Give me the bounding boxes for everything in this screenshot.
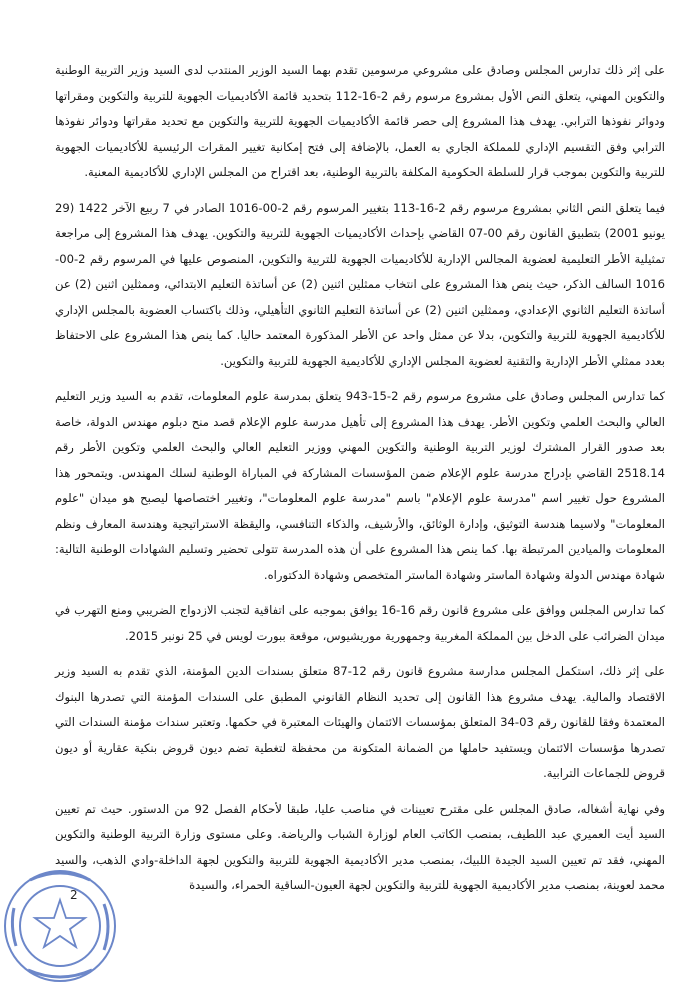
ministry-stamp: [0, 858, 120, 993]
paragraph-2: فيما يتعلق النص الثاني بمشروع مرسوم رقم 2-16-113 بتغيير المرسوم رقم 2-00-1016 الصادر في 7 ربيع الآخر 1422 (29 يونيو 2001) بتطبيق القانون رقم 00-07 القاضي بإحداث الأكاديميات الجهوية للتربية والتكوين. يهدف هذا المشروع إلى مراجعة تمثيلية الأطر التعليمية لعضوية المجالس الإدارية للأكاديميات الجهوية للتربية والتكوين، المنصوص عليها في المرسوم رقم 2-00-1016 السالف الذكر، حيث ينص هذا المشروع على انتخاب ممثلين اثنين (2) عن أساتذة التعليم الابتدائي، وممثلين اثنين (2) عن أساتذة التعليم الثانوي الإعدادي، وممثلين اثنين (2) عن أساتذة التعليم الثانوي التأهيلي، وذلك باكتساب العضوية بالمجلس الإداري للأكاديمية الجهوية للتربية والتكوين، بدلا عن ممثل واحد عن الأطر المذكورة المعتمد حاليا. كما ينص هذا المشروع على الاحتفاظ بعدد ممثلي الأطر الإدارية والتقنية لعضوية المجلس الإداري للأكاديمية الجهوية للتربية والتكوين.: [55, 200, 666, 368]
stamp-seal-icon: [0, 858, 120, 993]
paragraph-1: على إثر ذلك تدارس المجلس وصادق على مشروعي مرسومين تقدم بهما السيد الوزير المنتدب لدى السيد وزير التربية الوطنية والتكوين المهني، يتعلق النص الأول بمشروع مرسوم رقم 2-16-112 بتحديد قائمة الأكاديميات الجهوية للتربية والتكوين ومقراتها ودوائر نفوذها الترابي. يهدف هذا المشروع إلى حصر قائمة الأكاديميات الجهوية للتربية والتكوين مع تحديد مقراتها ودوائر نفوذها الترابي وفق التقسيم الإداري للمملكة الجاري به العمل، بالإضافة إلى فتح إمكانية تغيير المقرات الرئيسية للأكاديميات الجهوية للتربية والتكوين بموجب قرار للسلطة الحكومية المكلفة بالتربية الوطنية، بعد اقتراح من المجلس الإداري للأكاديمية المعنية.: [55, 63, 665, 179]
paragraph-3: كما تدارس المجلس وصادق على مشروع مرسوم رقم 2-15-943 يتعلق بمدرسة علوم المعلومات، تقدم به السيد وزير التعليم العالي والبحث العلمي وتكوين الأطر. يهدف هذا المشروع إلى تأهيل مدرسة علوم الإعلام قصد منح دبلوم مهندس الدولة، خاصة بعد صدور القرار المشترك لوزير التربية الوطنية والتكوين المهني ووزير التعليم العالي والبحث العلمي وتكوين الأطر رقم 2518.14 القاضي بإدراج مدرسة علوم الإعلام ضمن المؤسسات المشاركة في المباراة الوطنية لسلك المهندس. ويتمحور هذا المشروع حول تغيير اسم "مدرسة علوم الإعلام" باسم "مدرسة علوم المعلومات"، وتغيير اختصاصها ليصبح هو ميدان "علوم المعلومات" ولاسيما هندسة التوثيق، وإدارة الوثائق، والأرشيف، والذكاء التنافسي، واليقظة الاستراتيجية وهندسة المعارف ونظم المعلومات والميادين المرتبطة بها. كما ينص هذا المشروع على أن هذه المدرسة تتولى تحضير وتسليم الشهادات الوطنية التالية: شهادة مهندس الدولة وشهادة الماستر وشهادة الماستر المتخصص وشهادة الدكتوراه.: [55, 389, 666, 582]
page-number: 2: [70, 888, 78, 902]
paragraph-5: على إثر ذلك، استكمل المجلس مدارسة مشروع قانون رقم 12-87 متعلق بسندات الدين المؤمنة، الذي تقدم به السيد وزير الاقتصاد والمالية. يهدف مشروع هذا القانون إلى تحديد النظام القانوني المطبق على السندات المؤمنة التي تصدرها البنوك المعتمدة وفقا للقانون رقم 03-34 المتعلق بمؤسسات الائتمان والهيئات المعتبرة في حكمها. وتعتبر سندات مؤمنة السندات التي تصدرها مؤسسات الائتمان ويستفيد حاملها من الضمانة المتكونة من محفظة لتغطية تضم ديون قروض بنكية عقارية أو ديون قروض للجماعات الترابية.: [55, 664, 665, 780]
document-body: [55, 58, 665, 909]
paragraph-6: وفي نهاية أشغاله، صادق المجلس على مقترح تعيينات في مناصب عليا، طبقا لأحكام الفصل 92 من الدستور. حيث تم تعيين السيد أيت العميري عبد اللطيف، بمنصب الكاتب العام لوزارة الشباب والرياضة. وعلى مستوى وزارة التربية الوطنية والتكوين المهني، فقد تم تعيين السيد الجيدة اللبيك، بمنصب مدير الأكاديمية الجهوية للتربية والتكوين لجهة الداخلة-وادي الذهب، والسيد محمد لعوينة، بمنصب مدير الأكاديمية الجهوية للتربية والتكوين لجهة العيون-الساقية الحمراء، والسيدة: [55, 801, 665, 892]
paragraph-4: كما تدارس المجلس ووافق على مشروع قانون رقم 16-16 يوافق بموجبه على اتفاقية لتجنب الازدواج الضريبي ومنع التهرب في ميدان الضرائب على الدخل بين المملكة المغربية وجمهورية موريشيوس، موقعة ببورت لويس في 25 نونبر 2015.: [55, 603, 665, 643]
